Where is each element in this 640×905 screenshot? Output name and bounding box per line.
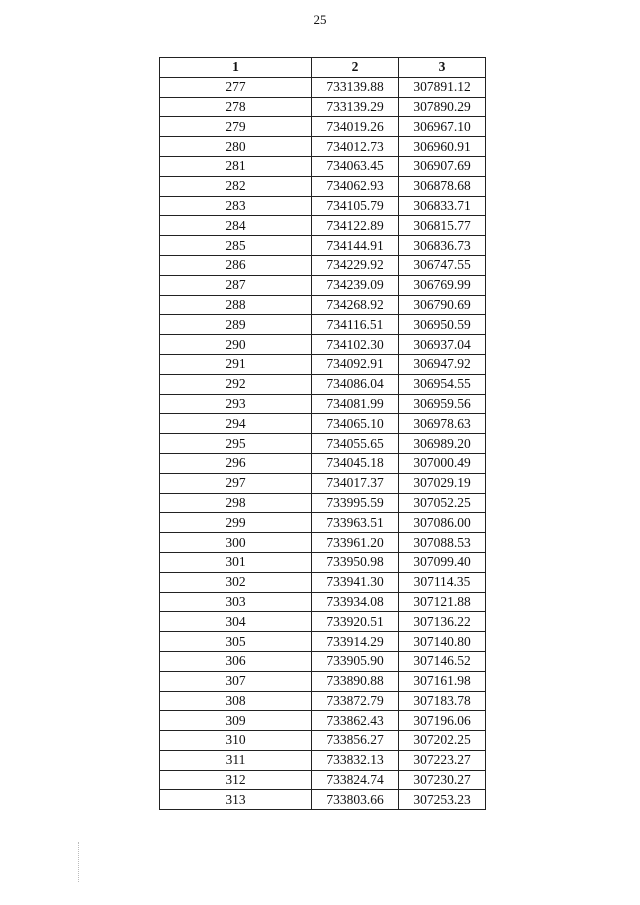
- column-header-1: 1: [160, 58, 312, 78]
- table-row: [160, 731, 486, 751]
- coordinates-table-container: [159, 57, 485, 810]
- x-coordinate-cell: 733914.29: [312, 632, 399, 652]
- point-number-cell: 304: [160, 612, 312, 632]
- y-coordinate-cell: 306978.63: [399, 414, 486, 434]
- column-header-3: 3: [399, 58, 486, 78]
- x-coordinate-cell: 734012.73: [312, 137, 399, 157]
- y-coordinate-cell: 306989.20: [399, 434, 486, 454]
- point-number-cell: 305: [160, 632, 312, 652]
- y-coordinate-cell: 307114.35: [399, 572, 486, 592]
- margin-scan-artifact: [78, 842, 81, 882]
- table-row: [160, 216, 486, 236]
- x-coordinate-cell: 734144.91: [312, 236, 399, 256]
- table-row: [160, 156, 486, 176]
- table-row: [160, 295, 486, 315]
- point-number-cell: 303: [160, 592, 312, 612]
- x-coordinate-cell: 734229.92: [312, 255, 399, 275]
- y-coordinate-cell: 306815.77: [399, 216, 486, 236]
- table-row: [160, 117, 486, 137]
- x-coordinate-cell: 733920.51: [312, 612, 399, 632]
- table-header-row: [160, 58, 486, 78]
- y-coordinate-cell: 307140.80: [399, 632, 486, 652]
- x-coordinate-cell: 734055.65: [312, 434, 399, 454]
- x-coordinate-cell: 734065.10: [312, 414, 399, 434]
- y-coordinate-cell: 307146.52: [399, 651, 486, 671]
- x-coordinate-cell: 733995.59: [312, 493, 399, 513]
- point-number-cell: 283: [160, 196, 312, 216]
- x-coordinate-cell: 734063.45: [312, 156, 399, 176]
- point-number-cell: 287: [160, 275, 312, 295]
- table-row: [160, 770, 486, 790]
- table-row: [160, 414, 486, 434]
- point-number-cell: 278: [160, 97, 312, 117]
- table-row: [160, 335, 486, 355]
- table-body: [160, 77, 486, 809]
- y-coordinate-cell: 307196.06: [399, 711, 486, 731]
- y-coordinate-cell: 306907.69: [399, 156, 486, 176]
- point-number-cell: 299: [160, 513, 312, 533]
- point-number-cell: 302: [160, 572, 312, 592]
- x-coordinate-cell: 734105.79: [312, 196, 399, 216]
- x-coordinate-cell: 733941.30: [312, 572, 399, 592]
- point-number-cell: 296: [160, 453, 312, 473]
- table-row: [160, 77, 486, 97]
- y-coordinate-cell: 306747.55: [399, 255, 486, 275]
- table-row: [160, 651, 486, 671]
- point-number-cell: 277: [160, 77, 312, 97]
- point-number-cell: 295: [160, 434, 312, 454]
- table-row: [160, 196, 486, 216]
- table-row: [160, 750, 486, 770]
- table-row: [160, 374, 486, 394]
- y-coordinate-cell: 307029.19: [399, 473, 486, 493]
- point-number-cell: 313: [160, 790, 312, 810]
- point-number-cell: 281: [160, 156, 312, 176]
- table-row: [160, 236, 486, 256]
- table-row: [160, 711, 486, 731]
- x-coordinate-cell: 733856.27: [312, 731, 399, 751]
- x-coordinate-cell: 734086.04: [312, 374, 399, 394]
- y-coordinate-cell: 307099.40: [399, 552, 486, 572]
- point-number-cell: 292: [160, 374, 312, 394]
- x-coordinate-cell: 734081.99: [312, 394, 399, 414]
- table-row: [160, 97, 486, 117]
- y-coordinate-cell: 307000.49: [399, 453, 486, 473]
- x-coordinate-cell: 733139.88: [312, 77, 399, 97]
- x-coordinate-cell: 733963.51: [312, 513, 399, 533]
- point-number-cell: 286: [160, 255, 312, 275]
- y-coordinate-cell: 307230.27: [399, 770, 486, 790]
- x-coordinate-cell: 734092.91: [312, 354, 399, 374]
- point-number-cell: 285: [160, 236, 312, 256]
- y-coordinate-cell: 307088.53: [399, 533, 486, 553]
- y-coordinate-cell: 306960.91: [399, 137, 486, 157]
- table-row: [160, 671, 486, 691]
- x-coordinate-cell: 733824.74: [312, 770, 399, 790]
- table-row: [160, 453, 486, 473]
- point-number-cell: 307: [160, 671, 312, 691]
- point-number-cell: 291: [160, 354, 312, 374]
- x-coordinate-cell: 734017.37: [312, 473, 399, 493]
- point-number-cell: 289: [160, 315, 312, 335]
- page-number: 25: [313, 12, 327, 27]
- y-coordinate-cell: 306833.71: [399, 196, 486, 216]
- point-number-cell: 308: [160, 691, 312, 711]
- table-row: [160, 691, 486, 711]
- y-coordinate-cell: 306959.56: [399, 394, 486, 414]
- point-number-cell: 284: [160, 216, 312, 236]
- table-header: [160, 58, 486, 78]
- x-coordinate-cell: 733890.88: [312, 671, 399, 691]
- point-number-cell: 293: [160, 394, 312, 414]
- y-coordinate-cell: 307136.22: [399, 612, 486, 632]
- table-row: [160, 612, 486, 632]
- y-coordinate-cell: 307086.00: [399, 513, 486, 533]
- table-row: [160, 137, 486, 157]
- table-row: [160, 315, 486, 335]
- x-coordinate-cell: 734062.93: [312, 176, 399, 196]
- x-coordinate-cell: 734019.26: [312, 117, 399, 137]
- column-header-2: 2: [312, 58, 399, 78]
- point-number-cell: 279: [160, 117, 312, 137]
- x-coordinate-cell: 733950.98: [312, 552, 399, 572]
- point-number-cell: 310: [160, 731, 312, 751]
- point-number-cell: 290: [160, 335, 312, 355]
- y-coordinate-cell: 306967.10: [399, 117, 486, 137]
- y-coordinate-cell: 307202.25: [399, 731, 486, 751]
- y-coordinate-cell: 307161.98: [399, 671, 486, 691]
- x-coordinate-cell: 733872.79: [312, 691, 399, 711]
- y-coordinate-cell: 306836.73: [399, 236, 486, 256]
- x-coordinate-cell: 733832.13: [312, 750, 399, 770]
- table-row: [160, 493, 486, 513]
- table-row: [160, 473, 486, 493]
- y-coordinate-cell: 307052.25: [399, 493, 486, 513]
- coordinates-table: [159, 57, 486, 810]
- x-coordinate-cell: 734239.09: [312, 275, 399, 295]
- point-number-cell: 288: [160, 295, 312, 315]
- point-number-cell: 301: [160, 552, 312, 572]
- y-coordinate-cell: 307890.29: [399, 97, 486, 117]
- x-coordinate-cell: 734045.18: [312, 453, 399, 473]
- y-coordinate-cell: 306878.68: [399, 176, 486, 196]
- point-number-cell: 306: [160, 651, 312, 671]
- point-number-cell: 298: [160, 493, 312, 513]
- point-number-cell: 294: [160, 414, 312, 434]
- y-coordinate-cell: 306947.92: [399, 354, 486, 374]
- table-row: [160, 572, 486, 592]
- y-coordinate-cell: 306769.99: [399, 275, 486, 295]
- x-coordinate-cell: 733139.29: [312, 97, 399, 117]
- y-coordinate-cell: 306790.69: [399, 295, 486, 315]
- y-coordinate-cell: 307223.27: [399, 750, 486, 770]
- x-coordinate-cell: 733803.66: [312, 790, 399, 810]
- table-row: [160, 275, 486, 295]
- table-row: [160, 394, 486, 414]
- table-row: [160, 632, 486, 652]
- x-coordinate-cell: 734102.30: [312, 335, 399, 355]
- table-row: [160, 255, 486, 275]
- y-coordinate-cell: 307183.78: [399, 691, 486, 711]
- y-coordinate-cell: 306954.55: [399, 374, 486, 394]
- x-coordinate-cell: 733905.90: [312, 651, 399, 671]
- point-number-cell: 311: [160, 750, 312, 770]
- y-coordinate-cell: 307253.23: [399, 790, 486, 810]
- table-row: [160, 434, 486, 454]
- point-number-cell: 297: [160, 473, 312, 493]
- y-coordinate-cell: 306950.59: [399, 315, 486, 335]
- y-coordinate-cell: 307891.12: [399, 77, 486, 97]
- table-row: [160, 176, 486, 196]
- table-row: [160, 354, 486, 374]
- point-number-cell: 280: [160, 137, 312, 157]
- x-coordinate-cell: 733961.20: [312, 533, 399, 553]
- x-coordinate-cell: 734268.92: [312, 295, 399, 315]
- point-number-cell: 282: [160, 176, 312, 196]
- x-coordinate-cell: 734116.51: [312, 315, 399, 335]
- table-row: [160, 552, 486, 572]
- y-coordinate-cell: 306937.04: [399, 335, 486, 355]
- point-number-cell: 300: [160, 533, 312, 553]
- x-coordinate-cell: 733862.43: [312, 711, 399, 731]
- y-coordinate-cell: 307121.88: [399, 592, 486, 612]
- table-row: [160, 513, 486, 533]
- x-coordinate-cell: 733934.08: [312, 592, 399, 612]
- x-coordinate-cell: 734122.89: [312, 216, 399, 236]
- point-number-cell: 312: [160, 770, 312, 790]
- table-row: [160, 533, 486, 553]
- table-row: [160, 790, 486, 810]
- point-number-cell: 309: [160, 711, 312, 731]
- table-row: [160, 592, 486, 612]
